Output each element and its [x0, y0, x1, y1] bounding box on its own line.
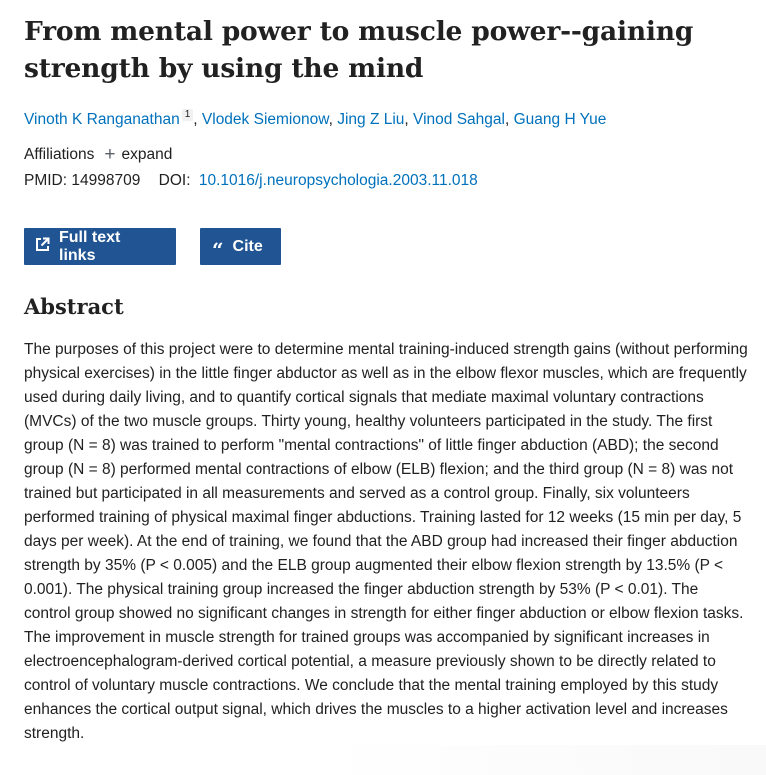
author-separator: , [193, 111, 202, 128]
abstract-heading: Abstract [24, 294, 124, 319]
article-identifiers [24, 170, 754, 192]
author-separator: , [328, 111, 338, 128]
bottom-fade-overlay [326, 745, 766, 775]
author-link-sahgal[interactable]: Vinod Sahgal [413, 111, 505, 128]
author-link-yue[interactable]: Guang H Yue [513, 111, 607, 128]
plus-icon: + [104, 143, 116, 165]
author-separator: , [504, 111, 514, 128]
doi-label: DOI: [158, 172, 191, 189]
author-link-liu[interactable]: Jing Z Liu [337, 111, 405, 128]
external-link-icon [35, 237, 50, 257]
action-buttons [24, 228, 754, 265]
article-page [24, 0, 754, 746]
affiliation-marker[interactable]: 1 [182, 109, 194, 121]
affiliations-row [24, 144, 754, 166]
pmid-value: 14998709 [71, 172, 141, 189]
affiliations-expand-button[interactable] [104, 144, 172, 166]
abstract-text: The purposes of this project were to determine mental training-induced strength gains (without performing physical exercises) in the little finger abductor as well as in the elbow flexor muscles, which are frequently used during daily living, and to quantify cortical signals that mediate maximal voluntary contractions (MVCs) of the two muscle groups. Thirty young, healthy volunteers participated in the study. The first group (N = 8) was trained to perform "mental contractions" of little finger abduction (ABD); the second group (N = 8) performed mental contractions of elbow (ELB) flexion; and the third group (N = 8) was not trained but participated in all measurements and served as a control group. Finally, six volunteers performed training of physical maximal finger abductions. Training lasted for 12 weeks (15 min per day, 5 days per week). At the end of training, we found that the ABD group had increased their finger abduction strength by 35% (P < 0.005) and the ELB group augmented their elbow flexion strength by 13.5% (P < 0.001). The physical training group increased the finger abduction strength by 53% (P < 0.01). The control group showed no significant changes in strength for either finger abduction or elbow flexion tasks. The improvement in muscle strength for trained groups was accompanied by significant increases in electroencephalogram-derived cortical potential, a measure previously shown to be directly related to control of voluntary muscle contractions. We conclude that the mental training employed by this study enhances the cortical output signal, which drives the muscles to a higher activation level and increases strength. [24, 341, 748, 743]
article-title: From mental power to muscle power--gaining strength by using the mind [24, 16, 694, 84]
cite-button[interactable] [200, 228, 281, 265]
doi-link[interactable]: 10.1016/j.neuropsychologia.2003.11.018 [198, 172, 478, 189]
full-text-links-label: Full text links [59, 228, 121, 264]
author-separator: , [404, 111, 414, 128]
affiliations-label: Affiliations [24, 146, 95, 163]
author-link-ranganathan[interactable]: Vinoth K Ranganathan [24, 111, 180, 128]
full-text-links-button[interactable] [24, 228, 176, 265]
pmid-label: PMID: [24, 172, 68, 189]
quote-icon: “ [212, 237, 224, 262]
cite-label: Cite [232, 237, 263, 255]
expand-label: expand [121, 146, 173, 163]
author-link-siemionow[interactable]: Vlodek Siemionow [201, 111, 329, 128]
authors-list [24, 109, 754, 131]
